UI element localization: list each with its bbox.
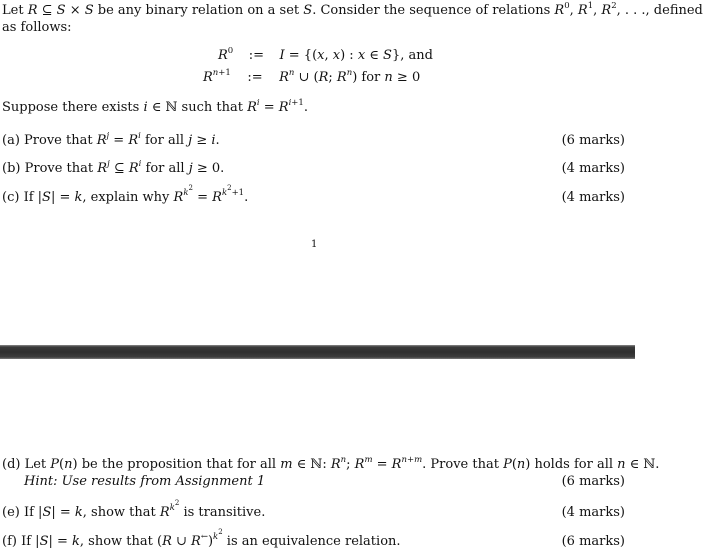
definition-rn1-rhs: $R^n$ ∪ (R; $R^n$) for n ≥ 0: [279, 67, 421, 85]
part-d: (d) Let P(n) be the proposition that for all m ∈ ℕ: $R^n$; $R^m = R^{n+m}$. Prove that P(n) holds for all n ∈ ℕ.: [2, 454, 660, 472]
part-f-label: (f): [2, 534, 17, 550]
definition-r0-lhs: $R^0$: [218, 45, 234, 63]
part-c-label: (c): [2, 190, 20, 206]
definition-r0-op: :=: [248, 48, 264, 63]
part-b-label: (b): [2, 161, 21, 176]
intro-line-1: Let R ⊆ S × S be any binary relation on a set S. Consider the sequence of relations $R^0$, $R^1$, $R^2$, . . ., defined: [2, 0, 703, 18]
part-b: (b) Prove that $R^j$ ⊆ $R^i$ for all j ≥ 0.: [2, 158, 225, 176]
part-e-marks: (4 marks): [561, 505, 625, 520]
part-d-label: (d): [2, 457, 21, 472]
part-e-label: (e): [2, 505, 20, 521]
part-a-label: (a): [2, 133, 20, 148]
part-f-marks: (6 marks): [561, 534, 625, 549]
page-divider: [0, 345, 635, 359]
part-a-marks: (6 marks): [561, 133, 625, 148]
intro-line-2: as follows:: [2, 20, 72, 35]
part-e: (e) If |S| = k, show that $R^{k^2}$ is transitive.: [2, 499, 266, 521]
definition-rn1-op: :=: [247, 70, 263, 85]
page-number: 1: [311, 239, 318, 250]
suppose-statement: Suppose there exists i ∈ ℕ such that $R^i = R^{i+1}$.: [2, 97, 308, 115]
part-f: (f) If |S| = k, show that (R ∪ R←)$^{k^2}$ is an equivalence relation.: [2, 528, 401, 550]
part-c: (c) If |S| = k, explain why $R^{k^2} = R^{k^2+1}$.: [2, 184, 249, 206]
part-a: (a) Prove that $R^j = R^i$ for all j ≥ i.: [2, 130, 220, 148]
part-c-marks: (4 marks): [561, 190, 625, 205]
part-b-marks: (4 marks): [561, 161, 625, 176]
part-d-hint: Hint: Use results from Assignment 1: [24, 474, 266, 489]
definition-rn1: [203, 67, 421, 85]
definition-r0: [218, 45, 433, 63]
definition-r0-rhs: I = {(x, x) : x ∈ S}, and: [279, 48, 433, 63]
part-d-marks: (6 marks): [561, 474, 625, 489]
definition-rn1-lhs: $R^{n+1}$: [203, 67, 231, 85]
